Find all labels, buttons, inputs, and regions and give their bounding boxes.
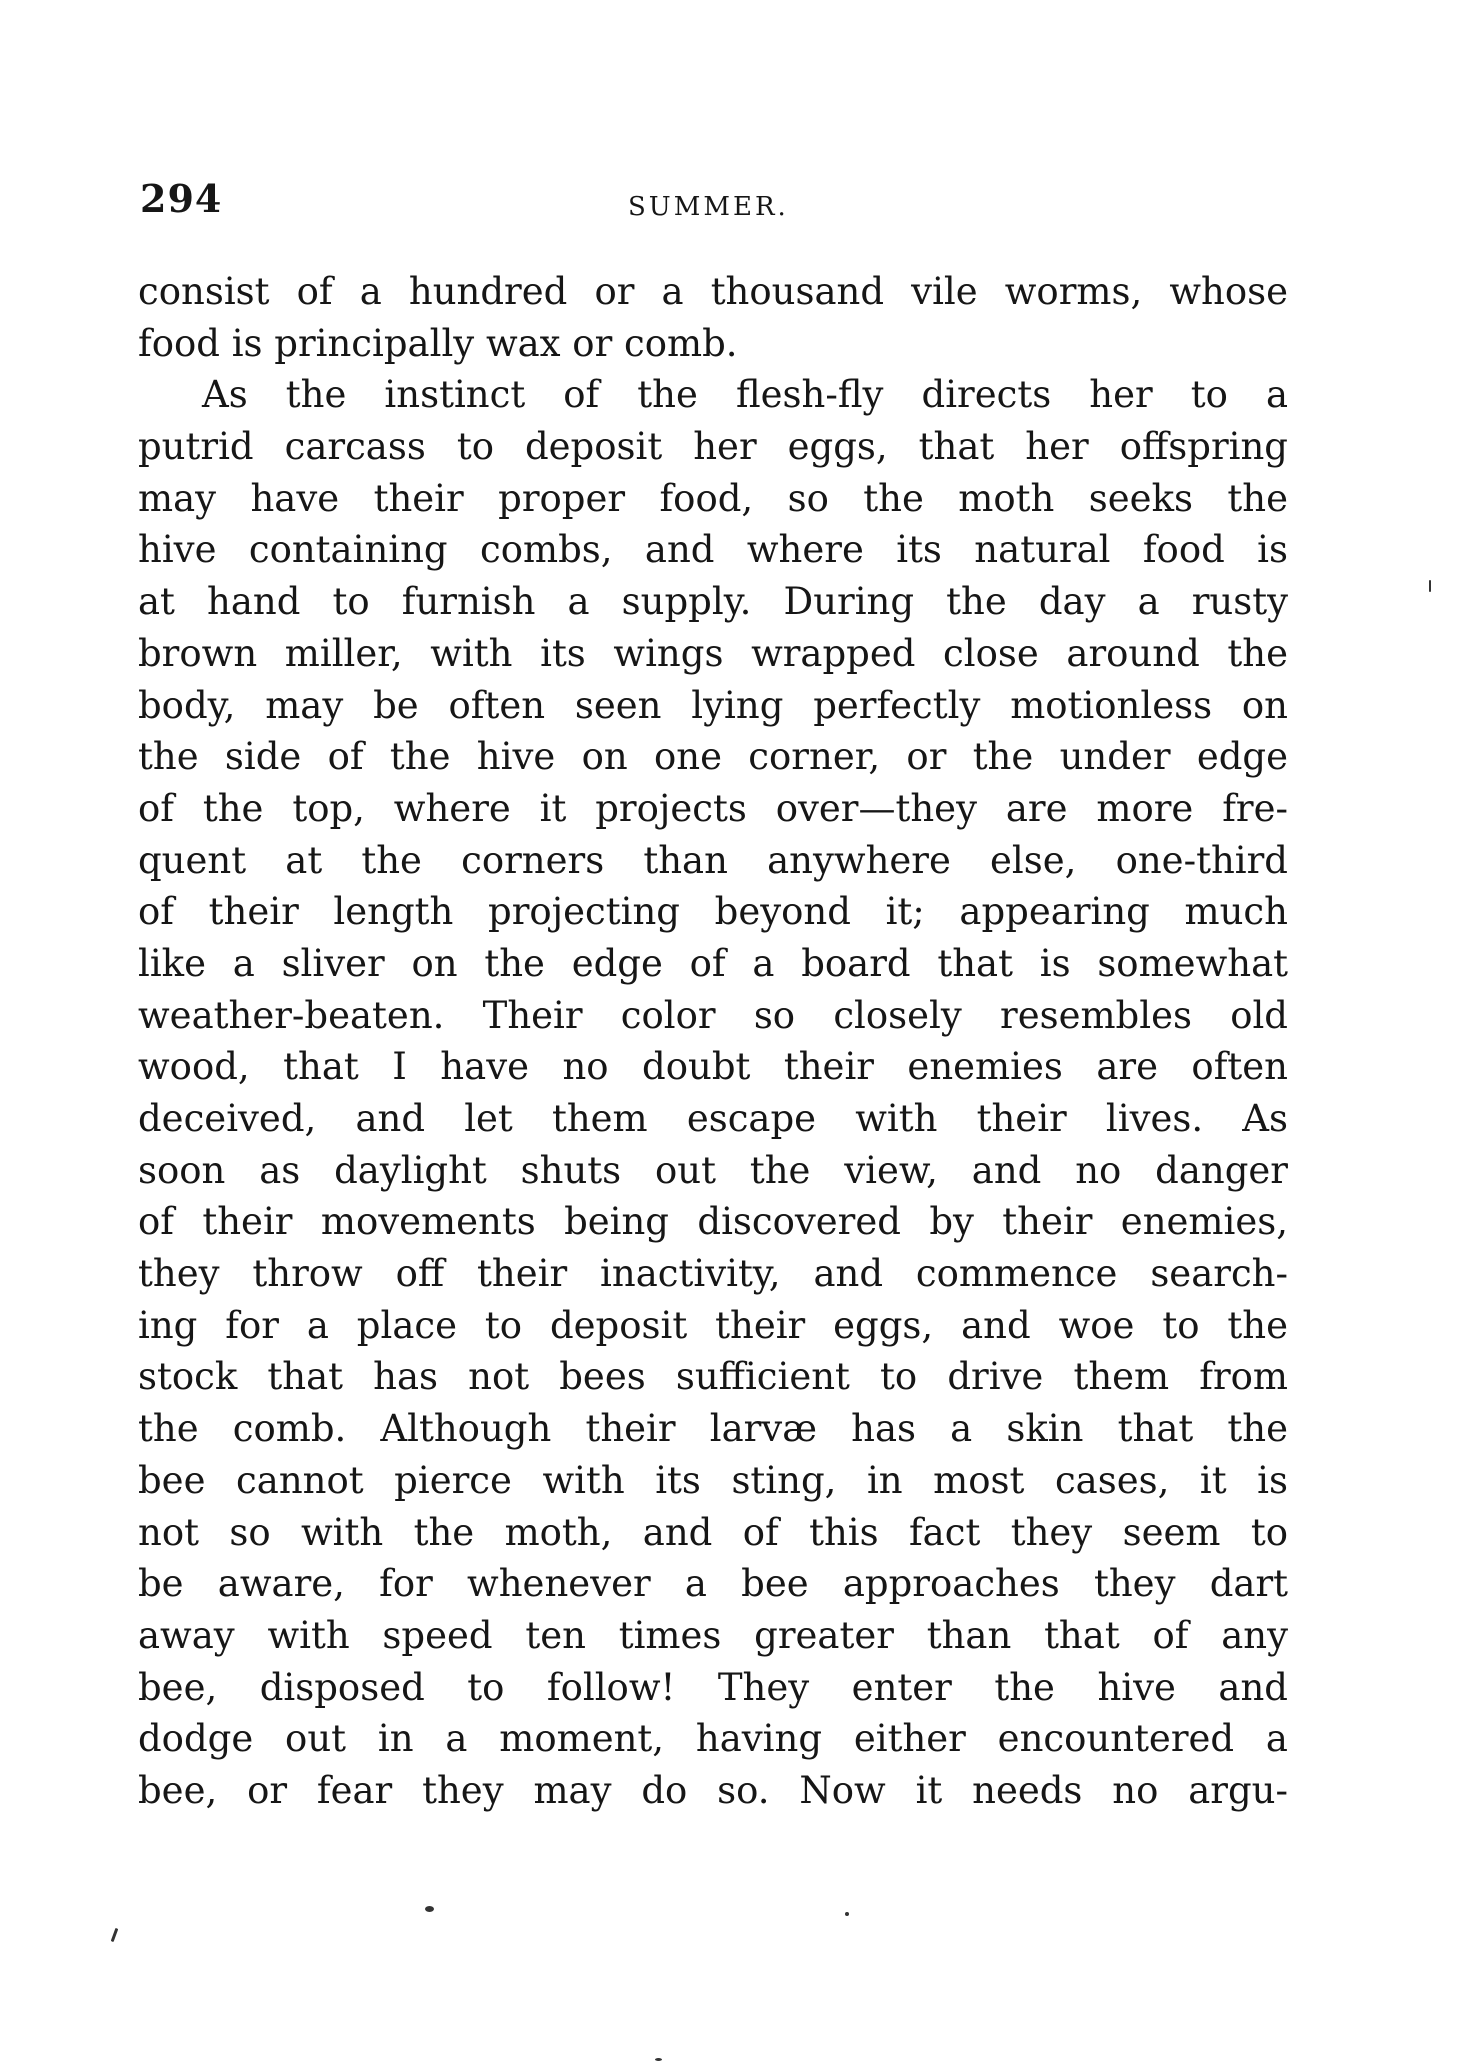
page-header [140,176,1288,226]
text-line: of their length projecting beyond it; appearing much [138,890,1288,934]
text-line: bee cannot pierce with its sting, in most cases, it is [138,1458,1288,1502]
text-line: soon as daylight shuts out the view, and no danger [138,1148,1288,1192]
text-line: of the top, where it projects over—they are more fre- [138,786,1288,830]
scan-speck [845,1912,849,1916]
scan-speck [111,1928,119,1942]
text-line: may have their proper food, so the moth seeks the [138,476,1288,520]
text-line: they throw off their inactivity, and commence search- [138,1252,1288,1296]
text-line: bee, disposed to follow! They enter the hive and [138,1665,1288,1709]
scan-speck [1429,580,1431,592]
text-line: dodge out in a moment, having either encountered a [138,1717,1288,1761]
text-line: bee, or fear they may do so. Now it needs no argu- [138,1768,1288,1812]
text-line: the side of the hive on one corner, or the under edge [138,735,1288,779]
text-line: body, may be often seen lying perfectly motionless on [138,683,1288,727]
scan-speck [425,1906,434,1912]
text-line: at hand to furnish a supply. During the day a rusty [138,580,1288,624]
text-line: putrid carcass to deposit her eggs, that her offspring [138,425,1288,469]
text-line: not so with the moth, and of this fact they seem to [138,1510,1288,1554]
text-line: deceived, and let them escape with their lives. As [138,1097,1288,1140]
text-line: be aware, for whenever a bee approaches they dart [138,1562,1288,1606]
text-line: like a sliver on the edge of a board that is somewhat [138,941,1288,985]
text-line: wood, that I have no doubt their enemies are often [138,1045,1288,1089]
running-head: SUMMER. [628,192,789,222]
scan-speck [655,2058,662,2061]
text-line: quent at the corners than anywhere else, one-third [138,838,1288,882]
text-line: ing for a place to deposit their eggs, and woe to the [138,1303,1288,1347]
text-line: food is principally wax or comb. [138,321,738,365]
text-line: weather-beaten. Their color so closely resembles old [138,993,1288,1037]
text-line: stock that has not bees sufficient to drive them from [138,1355,1288,1399]
text-line: the comb. Although their larvæ has a skin that the [138,1407,1288,1451]
text-line: consist of a hundred or a thousand vile worms, whose [138,270,1288,313]
text-line: of their movements being discovered by their enemies, [138,1200,1288,1244]
text-line: As the instinct of the flesh-fly directs her to a [202,373,1288,417]
text-line: brown miller, with its wings wrapped close around the [138,631,1288,675]
text-line: hive containing combs, and where its natural food is [138,528,1288,572]
page-number: 294 [140,176,223,221]
body-text [138,266,1288,1817]
text-line: away with speed ten times greater than that of any [138,1613,1288,1657]
